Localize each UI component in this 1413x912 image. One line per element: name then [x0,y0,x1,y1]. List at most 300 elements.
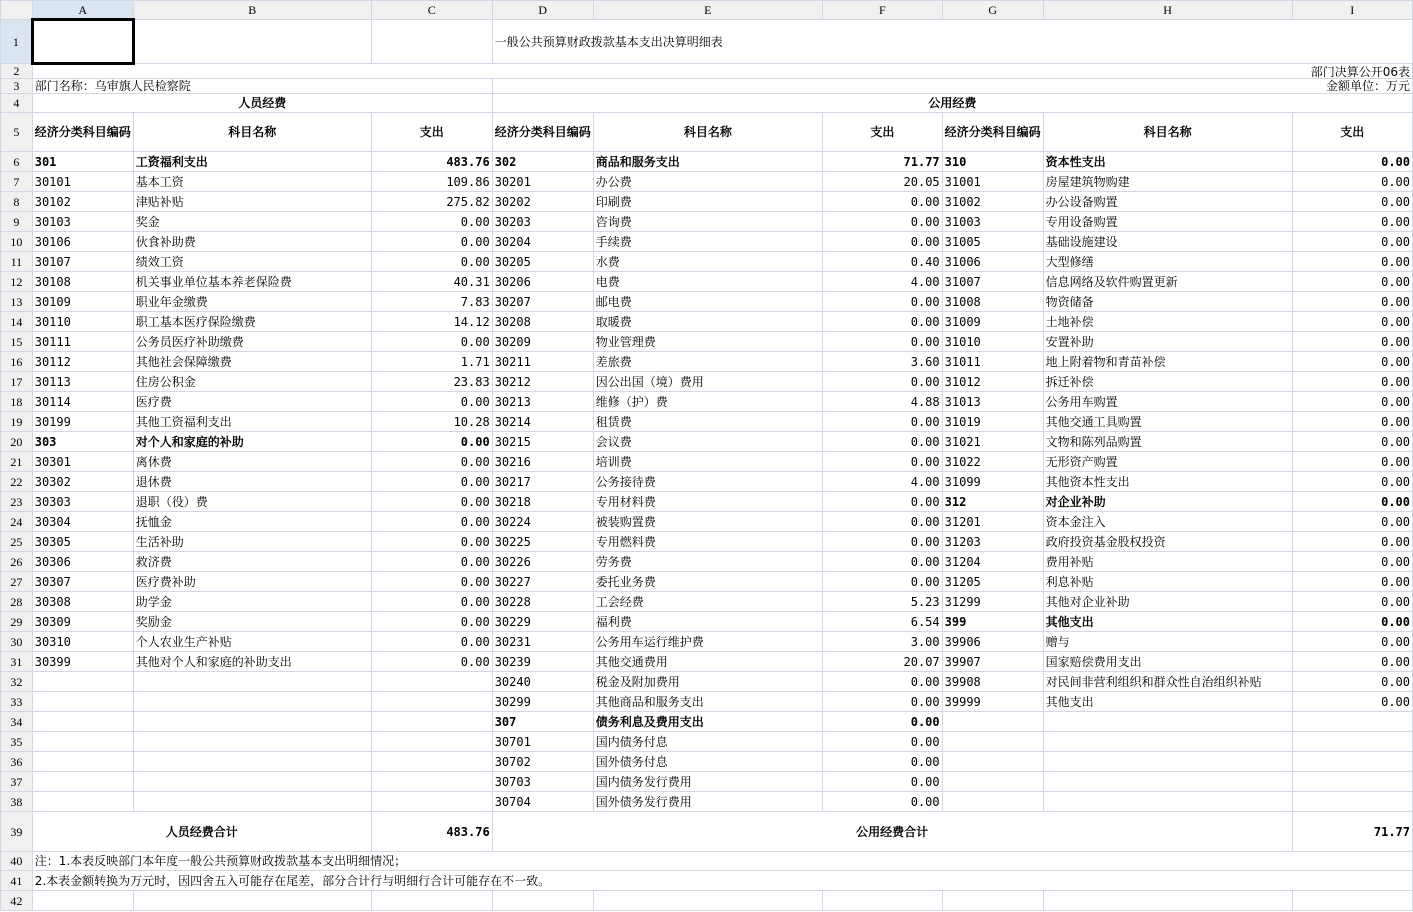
economic-code-cell[interactable]: 30304 [32,512,133,532]
item-name-cell[interactable]: 抚恤金 [133,512,371,532]
economic-code-cell[interactable]: 30240 [492,672,593,692]
item-name-cell[interactable]: 其他交通工具购置 [1043,412,1292,432]
item-name-cell[interactable]: 生活补助 [133,532,371,552]
economic-code-cell[interactable]: 30226 [492,552,593,572]
item-name-cell[interactable]: 无形资产购置 [1043,452,1292,472]
row-header[interactable]: 28 [1,592,33,612]
economic-code-cell[interactable]: 30701 [492,732,593,752]
item-name-cell[interactable]: 其他工资福利支出 [133,412,371,432]
amount-cell[interactable]: 0.00 [823,492,943,512]
select-all-corner[interactable] [1,1,33,20]
amount-cell[interactable] [1292,792,1413,812]
item-name-cell[interactable]: 土地补偿 [1043,312,1292,332]
item-name-cell[interactable]: 住房公积金 [133,372,371,392]
item-name-cell[interactable]: 安置补助 [1043,332,1292,352]
item-name-cell[interactable]: 其他对个人和家庭的补助支出 [133,652,371,672]
amount-cell[interactable]: 0.00 [1292,332,1413,352]
economic-code-cell[interactable]: 30108 [32,272,133,292]
economic-code-cell[interactable]: 31099 [942,472,1043,492]
economic-code-cell[interactable]: 30306 [32,552,133,572]
economic-code-cell[interactable]: 30225 [492,532,593,552]
amount-cell[interactable]: 0.00 [823,572,943,592]
item-name-cell[interactable]: 物业管理费 [593,332,822,352]
economic-code-cell[interactable]: 30212 [492,372,593,392]
item-name-cell[interactable]: 专用燃料费 [593,532,822,552]
economic-code-cell[interactable]: 39999 [942,692,1043,712]
item-name-cell[interactable]: 对企业补助 [1043,492,1292,512]
amount-cell[interactable]: 0.00 [371,512,492,532]
amount-cell[interactable]: 0.00 [823,312,943,332]
amount-cell[interactable]: 0.00 [823,552,943,572]
item-name-cell[interactable] [133,672,371,692]
economic-code-cell[interactable] [32,752,133,772]
economic-code-cell[interactable] [942,792,1043,812]
amount-cell[interactable]: 0.00 [1292,192,1413,212]
economic-code-cell[interactable]: 30218 [492,492,593,512]
amount-cell[interactable]: 0.00 [823,192,943,212]
cell[interactable] [1043,891,1292,911]
economic-code-cell[interactable] [32,712,133,732]
header-code[interactable]: 经济分类科目编码 [942,113,1043,152]
row-header[interactable]: 29 [1,612,33,632]
item-name-cell[interactable] [133,712,371,732]
amount-cell[interactable]: 0.00 [1292,452,1413,472]
economic-code-cell[interactable]: 30305 [32,532,133,552]
amount-cell[interactable]: 0.00 [823,372,943,392]
economic-code-cell[interactable] [942,772,1043,792]
item-name-cell[interactable]: 其他资本性支出 [1043,472,1292,492]
item-name-cell[interactable]: 绩效工资 [133,252,371,272]
item-name-cell[interactable]: 拆迁补偿 [1043,372,1292,392]
item-name-cell[interactable]: 邮电费 [593,292,822,312]
item-name-cell[interactable] [1043,732,1292,752]
active-cell-a1[interactable] [32,20,133,64]
column-header-e[interactable]: E [593,1,822,20]
item-name-cell[interactable]: 基本工资 [133,172,371,192]
cell[interactable] [371,891,492,911]
item-name-cell[interactable] [133,752,371,772]
amount-cell[interactable]: 0.00 [1292,572,1413,592]
item-name-cell[interactable]: 租赁费 [593,412,822,432]
amount-cell[interactable]: 14.12 [371,312,492,332]
economic-code-cell[interactable]: 31007 [942,272,1043,292]
cell[interactable] [133,20,371,64]
amount-cell[interactable]: 0.00 [371,532,492,552]
item-name-cell[interactable]: 商品和服务支出 [593,152,822,172]
item-name-cell[interactable]: 工资福利支出 [133,152,371,172]
amount-cell[interactable]: 0.00 [823,452,943,472]
item-name-cell[interactable]: 其他支出 [1043,692,1292,712]
amount-cell[interactable]: 0.00 [371,492,492,512]
item-name-cell[interactable]: 其他交通费用 [593,652,822,672]
row-header[interactable]: 20 [1,432,33,452]
amount-cell[interactable]: 0.00 [1292,472,1413,492]
item-name-cell[interactable]: 国外债务发行费用 [593,792,822,812]
economic-code-cell[interactable]: 31003 [942,212,1043,232]
amount-cell[interactable]: 0.00 [1292,232,1413,252]
amount-cell[interactable]: 6.54 [823,612,943,632]
economic-code-cell[interactable]: 30202 [492,192,593,212]
column-header-a[interactable]: A [32,1,133,20]
economic-code-cell[interactable]: 30201 [492,172,593,192]
row-header[interactable]: 34 [1,712,33,732]
amount-cell[interactable]: 0.00 [823,332,943,352]
header-code[interactable]: 经济分类科目编码 [492,113,593,152]
item-name-cell[interactable]: 资本金注入 [1043,512,1292,532]
item-name-cell[interactable]: 救济费 [133,552,371,572]
amount-cell[interactable]: 0.00 [1292,212,1413,232]
row-header[interactable]: 22 [1,472,33,492]
economic-code-cell[interactable]: 30215 [492,432,593,452]
amount-cell[interactable]: 0.00 [823,792,943,812]
header-name[interactable]: 科目名称 [1043,113,1292,152]
amount-cell[interactable]: 3.60 [823,352,943,372]
amount-cell[interactable]: 4.88 [823,392,943,412]
amount-cell[interactable]: 0.00 [823,692,943,712]
economic-code-cell[interactable]: 30103 [32,212,133,232]
economic-code-cell[interactable]: 30704 [492,792,593,812]
row-header[interactable]: 8 [1,192,33,212]
amount-cell[interactable]: 0.00 [1292,492,1413,512]
header-amount[interactable]: 支出 [371,113,492,152]
amount-cell[interactable]: 7.83 [371,292,492,312]
item-name-cell[interactable]: 国内债务发行费用 [593,772,822,792]
item-name-cell[interactable]: 委托业务费 [593,572,822,592]
economic-code-cell[interactable]: 31008 [942,292,1043,312]
economic-code-cell[interactable]: 30307 [32,572,133,592]
row-header[interactable]: 36 [1,752,33,772]
amount-cell[interactable]: 0.00 [1292,412,1413,432]
item-name-cell[interactable]: 物资储备 [1043,292,1292,312]
item-name-cell[interactable]: 被装购置费 [593,512,822,532]
economic-code-cell[interactable]: 30227 [492,572,593,592]
item-name-cell[interactable]: 其他社会保障缴费 [133,352,371,372]
economic-code-cell[interactable]: 30211 [492,352,593,372]
total-personnel-label[interactable]: 人员经费合计 [32,812,371,852]
amount-cell[interactable]: 71.77 [823,152,943,172]
amount-cell[interactable]: 0.00 [1292,432,1413,452]
amount-cell[interactable] [371,792,492,812]
item-name-cell[interactable]: 专用设备购置 [1043,212,1292,232]
amount-cell[interactable]: 0.00 [371,232,492,252]
item-name-cell[interactable]: 退休费 [133,472,371,492]
row-header[interactable]: 32 [1,672,33,692]
row-header[interactable]: 24 [1,512,33,532]
item-name-cell[interactable]: 福利费 [593,612,822,632]
item-name-cell[interactable]: 印刷费 [593,192,822,212]
economic-code-cell[interactable]: 30205 [492,252,593,272]
amount-cell[interactable]: 4.00 [823,272,943,292]
economic-code-cell[interactable]: 30310 [32,632,133,652]
amount-cell[interactable]: 5.23 [823,592,943,612]
economic-code-cell[interactable] [942,712,1043,732]
row-header[interactable]: 16 [1,352,33,372]
economic-code-cell[interactable]: 31013 [942,392,1043,412]
economic-code-cell[interactable]: 30208 [492,312,593,332]
row-header[interactable]: 11 [1,252,33,272]
amount-cell[interactable]: 0.00 [823,712,943,732]
economic-code-cell[interactable] [942,732,1043,752]
item-name-cell[interactable]: 地上附着物和青苗补偿 [1043,352,1292,372]
economic-code-cell[interactable]: 30303 [32,492,133,512]
amount-cell[interactable]: 0.00 [371,552,492,572]
economic-code-cell[interactable]: 39908 [942,672,1043,692]
cell[interactable] [32,891,133,911]
column-header-i[interactable]: I [1292,1,1413,20]
item-name-cell[interactable]: 其他对企业补助 [1043,592,1292,612]
amount-cell[interactable] [371,772,492,792]
item-name-cell[interactable]: 津贴补贴 [133,192,371,212]
amount-cell[interactable]: 20.05 [823,172,943,192]
total-public-value[interactable]: 71.77 [1292,812,1413,852]
note-2[interactable]: 2.本表金额转换为万元时，因四舍五入可能存在尾差，部分合计行与明细行合计可能存在不一致。 [32,871,1412,891]
amount-cell[interactable]: 0.00 [823,292,943,312]
column-header-c[interactable]: C [371,1,492,20]
table-number[interactable]: 部门决算公开06表 [32,64,1412,79]
item-name-cell[interactable]: 助学金 [133,592,371,612]
item-name-cell[interactable]: 国家赔偿费用支出 [1043,652,1292,672]
row-header[interactable]: 31 [1,652,33,672]
amount-cell[interactable]: 109.86 [371,172,492,192]
economic-code-cell[interactable] [32,732,133,752]
row-header[interactable]: 1 [1,20,33,64]
economic-code-cell[interactable]: 30299 [492,692,593,712]
amount-cell[interactable] [371,692,492,712]
economic-code-cell[interactable]: 31012 [942,372,1043,392]
cell[interactable] [823,891,943,911]
cell[interactable] [492,891,593,911]
item-name-cell[interactable]: 资本性支出 [1043,152,1292,172]
economic-code-cell[interactable]: 30101 [32,172,133,192]
economic-code-cell[interactable]: 31022 [942,452,1043,472]
group-header-public[interactable]: 公用经费 [492,94,1412,113]
item-name-cell[interactable]: 办公设备购置 [1043,192,1292,212]
item-name-cell[interactable]: 维修（护）费 [593,392,822,412]
amount-cell[interactable]: 0.00 [371,632,492,652]
item-name-cell[interactable]: 对个人和家庭的补助 [133,432,371,452]
economic-code-cell[interactable]: 399 [942,612,1043,632]
amount-cell[interactable]: 0.00 [823,732,943,752]
item-name-cell[interactable]: 对民间非营利组织和群众性自治组织补贴 [1043,672,1292,692]
item-name-cell[interactable]: 劳务费 [593,552,822,572]
economic-code-cell[interactable]: 303 [32,432,133,452]
economic-code-cell[interactable]: 30231 [492,632,593,652]
amount-cell[interactable]: 0.00 [1292,292,1413,312]
item-name-cell[interactable]: 专用材料费 [593,492,822,512]
item-name-cell[interactable]: 退职（役）费 [133,492,371,512]
amount-cell[interactable]: 0.00 [823,672,943,692]
cell[interactable] [593,891,822,911]
economic-code-cell[interactable]: 31006 [942,252,1043,272]
item-name-cell[interactable]: 工会经费 [593,592,822,612]
economic-code-cell[interactable]: 30224 [492,512,593,532]
economic-code-cell[interactable] [942,752,1043,772]
amount-cell[interactable]: 0.00 [823,532,943,552]
amount-cell[interactable]: 0.00 [1292,172,1413,192]
economic-code-cell[interactable]: 30399 [32,652,133,672]
row-header[interactable]: 13 [1,292,33,312]
row-header[interactable]: 35 [1,732,33,752]
amount-cell[interactable] [371,752,492,772]
item-name-cell[interactable]: 会议费 [593,432,822,452]
amount-cell[interactable]: 0.00 [371,452,492,472]
header-name[interactable]: 科目名称 [133,113,371,152]
economic-code-cell[interactable]: 30702 [492,752,593,772]
amount-cell[interactable]: 0.00 [1292,632,1413,652]
economic-code-cell[interactable]: 30302 [32,472,133,492]
item-name-cell[interactable]: 国外债务付息 [593,752,822,772]
economic-code-cell[interactable]: 30703 [492,772,593,792]
economic-code-cell[interactable]: 30209 [492,332,593,352]
economic-code-cell[interactable]: 312 [942,492,1043,512]
row-header[interactable]: 7 [1,172,33,192]
amount-cell[interactable] [1292,712,1413,732]
item-name-cell[interactable]: 医疗费 [133,392,371,412]
economic-code-cell[interactable]: 31203 [942,532,1043,552]
economic-code-cell[interactable]: 30107 [32,252,133,272]
item-name-cell[interactable]: 个人农业生产补贴 [133,632,371,652]
economic-code-cell[interactable]: 31019 [942,412,1043,432]
item-name-cell[interactable]: 取暖费 [593,312,822,332]
economic-code-cell[interactable]: 31205 [942,572,1043,592]
row-header[interactable]: 23 [1,492,33,512]
economic-code-cell[interactable]: 301 [32,152,133,172]
item-name-cell[interactable] [133,792,371,812]
header-amount[interactable]: 支出 [1292,113,1413,152]
amount-cell[interactable]: 0.00 [823,752,943,772]
economic-code-cell[interactable]: 30111 [32,332,133,352]
item-name-cell[interactable]: 伙食补助费 [133,232,371,252]
economic-code-cell[interactable]: 30110 [32,312,133,332]
economic-code-cell[interactable]: 31009 [942,312,1043,332]
amount-cell[interactable]: 0.00 [371,392,492,412]
cell[interactable] [1292,891,1413,911]
economic-code-cell[interactable]: 39906 [942,632,1043,652]
amount-cell[interactable]: 0.00 [371,332,492,352]
item-name-cell[interactable]: 机关事业单位基本养老保险费 [133,272,371,292]
economic-code-cell[interactable] [32,792,133,812]
item-name-cell[interactable]: 大型修缮 [1043,252,1292,272]
economic-code-cell[interactable]: 30204 [492,232,593,252]
item-name-cell[interactable] [133,732,371,752]
item-name-cell[interactable] [1043,792,1292,812]
amount-cell[interactable]: 0.00 [1292,592,1413,612]
item-name-cell[interactable]: 办公费 [593,172,822,192]
item-name-cell[interactable]: 手续费 [593,232,822,252]
amount-cell[interactable]: 275.82 [371,192,492,212]
total-public-label[interactable]: 公用经费合计 [492,812,1292,852]
amount-cell[interactable]: 0.00 [1292,352,1413,372]
column-header-b[interactable]: B [133,1,371,20]
economic-code-cell[interactable]: 30214 [492,412,593,432]
row-header[interactable]: 9 [1,212,33,232]
row-header[interactable]: 2 [1,64,33,79]
economic-code-cell[interactable]: 30216 [492,452,593,472]
amount-cell[interactable] [1292,772,1413,792]
item-name-cell[interactable]: 其他支出 [1043,612,1292,632]
economic-code-cell[interactable]: 31001 [942,172,1043,192]
item-name-cell[interactable]: 奖励金 [133,612,371,632]
economic-code-cell[interactable]: 31299 [942,592,1043,612]
row-header[interactable]: 38 [1,792,33,812]
economic-code-cell[interactable]: 30102 [32,192,133,212]
item-name-cell[interactable]: 信息网络及软件购置更新 [1043,272,1292,292]
economic-code-cell[interactable] [32,692,133,712]
item-name-cell[interactable] [133,692,371,712]
column-header-f[interactable]: F [823,1,943,20]
amount-cell[interactable]: 0.00 [823,232,943,252]
header-code[interactable]: 经济分类科目编码 [32,113,133,152]
amount-cell[interactable]: 0.00 [1292,692,1413,712]
item-name-cell[interactable]: 职工基本医疗保险缴费 [133,312,371,332]
header-name[interactable]: 科目名称 [593,113,822,152]
amount-cell[interactable]: 0.00 [371,212,492,232]
item-name-cell[interactable]: 利息补贴 [1043,572,1292,592]
amount-unit[interactable]: 金额单位：万元 [492,79,1412,94]
item-name-cell[interactable]: 因公出国（境）费用 [593,372,822,392]
row-header[interactable]: 6 [1,152,33,172]
amount-cell[interactable]: 0.00 [371,612,492,632]
amount-cell[interactable] [371,672,492,692]
amount-cell[interactable]: 0.00 [1292,532,1413,552]
item-name-cell[interactable]: 政府投资基金股权投资 [1043,532,1292,552]
economic-code-cell[interactable]: 31011 [942,352,1043,372]
item-name-cell[interactable]: 其他商品和服务支出 [593,692,822,712]
amount-cell[interactable]: 10.28 [371,412,492,432]
item-name-cell[interactable] [133,772,371,792]
economic-code-cell[interactable] [32,772,133,792]
amount-cell[interactable]: 0.40 [823,252,943,272]
amount-cell[interactable]: 20.07 [823,652,943,672]
amount-cell[interactable]: 3.00 [823,632,943,652]
row-header[interactable]: 26 [1,552,33,572]
sheet-title[interactable]: 一般公共预算财政拨款基本支出决算明细表 [492,20,1412,64]
row-header[interactable]: 19 [1,412,33,432]
amount-cell[interactable]: 0.00 [371,652,492,672]
economic-code-cell[interactable]: 31005 [942,232,1043,252]
row-header[interactable]: 3 [1,79,33,94]
item-name-cell[interactable]: 赠与 [1043,632,1292,652]
economic-code-cell[interactable]: 30301 [32,452,133,472]
item-name-cell[interactable]: 差旅费 [593,352,822,372]
column-header-g[interactable]: G [942,1,1043,20]
amount-cell[interactable]: 0.00 [823,772,943,792]
row-header[interactable]: 42 [1,891,33,911]
economic-code-cell[interactable]: 31201 [942,512,1043,532]
amount-cell[interactable]: 1.71 [371,352,492,372]
item-name-cell[interactable]: 医疗费补助 [133,572,371,592]
economic-code-cell[interactable]: 30308 [32,592,133,612]
row-header[interactable]: 14 [1,312,33,332]
amount-cell[interactable]: 0.00 [1292,152,1413,172]
amount-cell[interactable]: 0.00 [823,512,943,532]
item-name-cell[interactable]: 费用补贴 [1043,552,1292,572]
amount-cell[interactable]: 0.00 [1292,672,1413,692]
item-name-cell[interactable]: 公务用车购置 [1043,392,1292,412]
amount-cell[interactable]: 0.00 [1292,512,1413,532]
economic-code-cell[interactable]: 30112 [32,352,133,372]
amount-cell[interactable]: 0.00 [371,592,492,612]
row-header[interactable]: 27 [1,572,33,592]
item-name-cell[interactable]: 房屋建筑物购建 [1043,172,1292,192]
economic-code-cell[interactable]: 30207 [492,292,593,312]
amount-cell[interactable]: 4.00 [823,472,943,492]
amount-cell[interactable] [371,712,492,732]
row-header[interactable]: 10 [1,232,33,252]
row-header[interactable]: 4 [1,94,33,113]
economic-code-cell[interactable] [32,672,133,692]
total-personnel-value[interactable]: 483.76 [371,812,492,852]
